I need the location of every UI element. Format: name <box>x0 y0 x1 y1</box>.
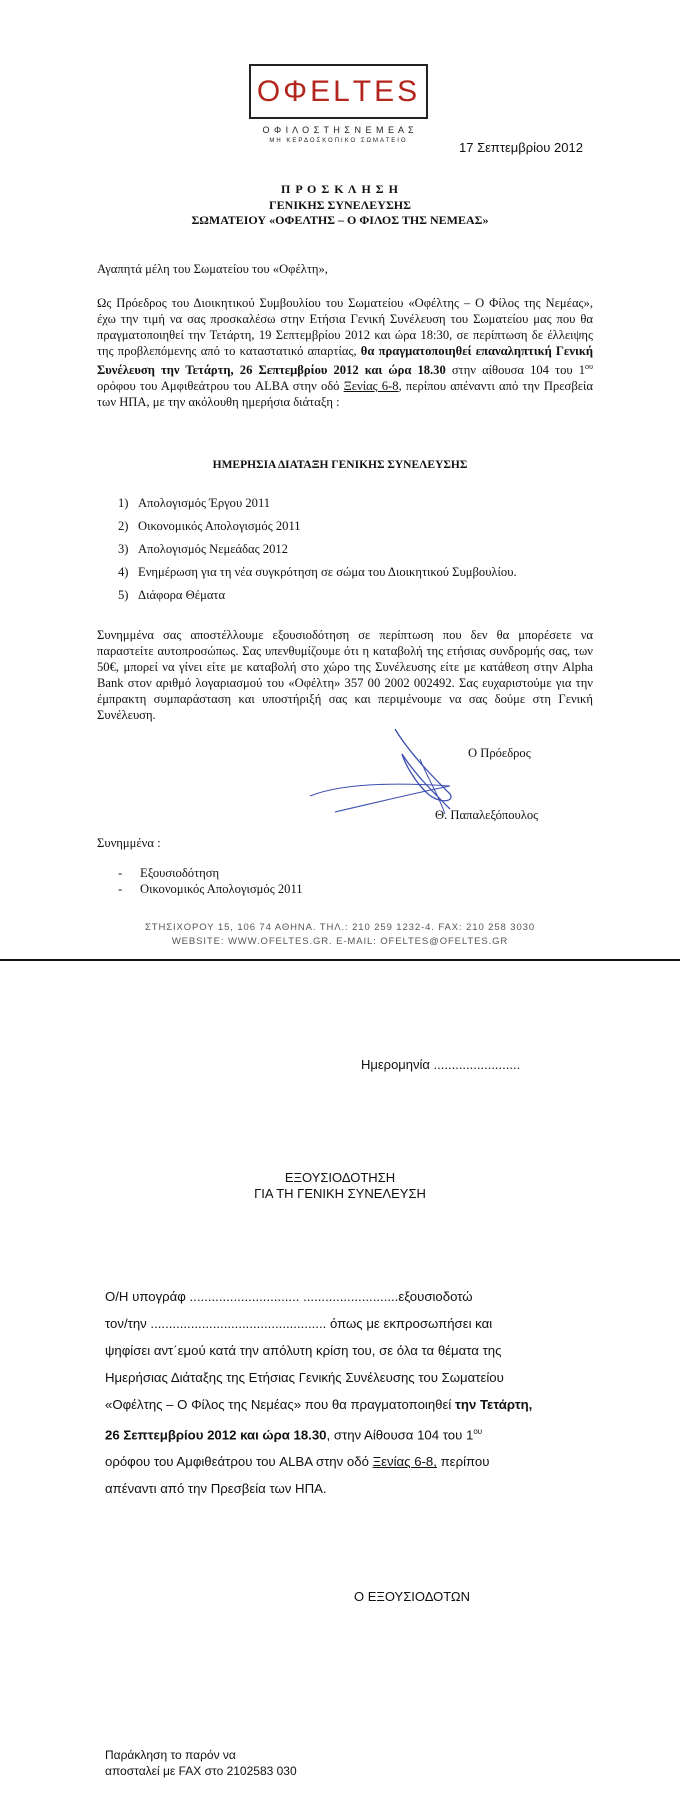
attachments-label: Συνημμένα : <box>97 836 161 850</box>
agenda-title: ΗΜΕΡΗΣΙΑ ΔΙΑΤΑΞΗ ΓΕΝΙΚΗΣ ΣΥΝΕΛΕΥΣΗΣ <box>212 459 468 471</box>
body-address: Ξενίας 6-8 <box>343 379 399 394</box>
agenda-text: Απολογισμός Έργου 2011 <box>138 496 271 510</box>
signature-name: Θ. Παπαλεξόπουλος <box>435 808 539 822</box>
authorization-date: Ημερομηνία ........................ <box>361 1057 521 1072</box>
body-bold-date: θα πραγματοποιηθεί επαναληπτική Γενική Συνέλευση την Τετάρτη, 26 Σεπτεμβρίου 2012 και ώρα 18.30 <box>97 344 593 378</box>
letter-date: 17 Σεπτεμβρίου 2012 <box>459 140 583 155</box>
agenda-text: Διάφορα Θέματα <box>138 588 226 602</box>
agenda-text: Ενημέρωση για τη νέα συγκρότηση σε σώμα του Διοικητικού Συμβουλίου. <box>138 565 517 579</box>
authorization-line: απέναντι από την Πρεσβεία των ΗΠΑ. <box>105 1481 327 1497</box>
agenda-num: 2) <box>118 519 129 533</box>
body-text-3: ορόφου του Αμφιθεάτρου του ALBA στην οδό <box>97 379 344 394</box>
authorizer-label: Ο ΕΞΟΥΣΙΟΔΟΤΩΝ <box>354 1589 471 1604</box>
agenda-item <box>118 519 638 542</box>
authorization-body <box>105 1283 585 1502</box>
authorization-title-line2: ΓΙΑ ΤΗ ΓΕΝΙΚΗ ΣΥΝΕΛΕΥΣΗ <box>254 1186 426 1201</box>
line5-bold: την Τετάρτη, <box>455 1397 533 1412</box>
line6-bold: 26 Σεπτεμβρίου 2012 και ώρα 18.30 <box>105 1427 327 1443</box>
line7-text-2: περίπου <box>436 1454 490 1470</box>
agenda-item <box>118 496 638 519</box>
agenda-num: 1) <box>118 496 129 510</box>
line5-text: «Οφέλτης – Ο Φίλος της Νεμέας» που θα πραγματοποιηθεί <box>105 1397 455 1412</box>
authorization-line <box>105 1418 585 1448</box>
line7-address: Ξενίας 6-8, <box>372 1454 437 1470</box>
page-divider <box>0 959 680 961</box>
attachment-dash: - <box>118 866 123 880</box>
agenda-num: 4) <box>118 565 129 579</box>
agenda-item <box>118 565 638 588</box>
agenda-list <box>118 496 638 611</box>
footer-address: ΣΤΗΣΙΧΟΡΟΥ 15, 106 74 ΑΘΗΝΑ. ΤΗΛ.: 210 259 1232-4. FAX: 210 258 3030 <box>144 922 536 933</box>
body-paragraph <box>97 295 593 410</box>
footer-website: WEBSITE: WWW.OFELTES.GR. E-MAIL: OFELTES@OFELTES.GR <box>171 936 509 947</box>
agenda-num: 3) <box>118 542 129 556</box>
greeting: Αγαπητά μέλη του Σωματείου του «Οφέλτη», <box>97 262 328 276</box>
signature-title: Ο Πρόεδρος <box>468 746 531 760</box>
logo <box>249 64 428 119</box>
attachment-text: Οικονομικός Απολογισμός 2011 <box>140 882 303 896</box>
fax-note-line1: Παράκληση το παρόν να <box>105 1748 236 1762</box>
authorization-line <box>105 1391 585 1418</box>
logo-title: ΟΦΕLΤΕS <box>256 74 421 108</box>
line6-sup: ου <box>473 1427 483 1436</box>
logo-subtagline: ΜΗ ΚΕΡΔΟΣΚΟΠΙΚΟ ΣΩΜΑΤΕΙΟ <box>269 138 408 144</box>
agenda-num: 5) <box>118 588 129 602</box>
logo-tagline: Ο Φ Ι Λ Ο Σ Τ Η Σ Ν Ε Μ Ε Α Σ <box>262 125 415 135</box>
attachment-item <box>118 866 219 881</box>
body-text-4: , περίπου απέναντι από την Πρεσβεία των ΗΠΑ, με την ακόλουθη ημερήσια διάταξη : <box>97 379 594 410</box>
authorization-line: ψηφίσει αντ΄εμού κατά την απόλυτη κρίση του, σε όλα τα θέματα της <box>105 1343 502 1358</box>
agenda-item <box>118 588 638 611</box>
attachment-dash: - <box>118 882 123 896</box>
authorization-line <box>105 1448 585 1475</box>
agenda-text: Απολογισμός Νεμεάδας 2012 <box>138 542 288 556</box>
line7-text: ορόφου του Αμφιθεάτρου του ALBA στην οδό <box>105 1454 373 1470</box>
authorization-line: τον/την ................................................ όπως με εκπροσωπήσει και <box>105 1316 493 1331</box>
body-text-2: στην αίθουσα 104 του 1 <box>445 363 586 378</box>
closing-paragraph: Συνημμένα σας αποστέλλουμε εξουσιοδότηση σε περίπτωση που δεν θα μπορέσετε να παραστείτε αυτοπροσώπως. Σας υπενθυμίζουμε ότι η καταβολή της ετήσιας συνδρομής σας, των 50€, μπορεί να γίνει είτε με καταβολή στο χώρο της Συνέλευσης είτε με κατάθεση στην Alpha Bank στον αριθμό λογαριασμού του «Οφέλτη» 357 00 2002 002492. Σας ευχαριστούμε για την έμπρακτη συμπαράσταση και υποστήριξή σας και περιμένουμε να σας δούμε στη Γενική Συνέλευση. <box>97 628 593 722</box>
authorization-title-line1: ΕΞΟΥΣΙΟΔΟΤΗΣΗ <box>284 1170 396 1185</box>
attachment-text: Εξουσιοδότηση <box>140 866 220 880</box>
body-sup: ου <box>585 362 593 371</box>
heading-line3: ΣΩΜΑΤΕΙΟΥ «ΟΦΕΛΤΗΣ – Ο ΦΙΛΟΣ ΤΗΣ ΝΕΜΕΑΣ» <box>191 213 489 227</box>
heading-line2: ΓΕΝΙΚΗΣ ΣΥΝΕΛΕΥΣΗΣ <box>269 198 411 212</box>
fax-note-line2: αποσταλεί με FAX στο 2102583 030 <box>105 1764 297 1778</box>
agenda-item <box>118 542 638 565</box>
authorization-line: Ο/Η υπογράφ .............................. ..........................εξουσιοδοτώ <box>105 1289 473 1304</box>
agenda-text: Οικονομικός Απολογισμός 2011 <box>138 519 301 533</box>
authorization-line: Ημερήσιας Διάταξης της Ετήσιας Γενικής Συνέλευσης του Σωματείου <box>105 1370 504 1385</box>
heading-line1: Π Ρ Ο Σ Κ Λ Η Σ Η <box>281 182 399 196</box>
line6-text: , στην Αίθουσα 104 του 1 <box>326 1427 474 1443</box>
attachment-item <box>118 882 303 897</box>
body-text-1: Ως Πρόεδρος του Διοικητικού Συμβουλίου του Σωματείου «Οφέλτης – Ο Φίλος της Νεμέας», έχω την τιμή να σας προσκαλέσω στην Ετήσια Γενική Συνέλευση του Σωματείου μας που θα πραγματοποιηθεί την Τετάρτη, 19 Σεπτεμβρίου 2012 και ώρα 18:30, σε περίπτωση δε έλλειψης της προβλεπόμενης από το καταστατικό απαρτίας, <box>97 296 593 358</box>
